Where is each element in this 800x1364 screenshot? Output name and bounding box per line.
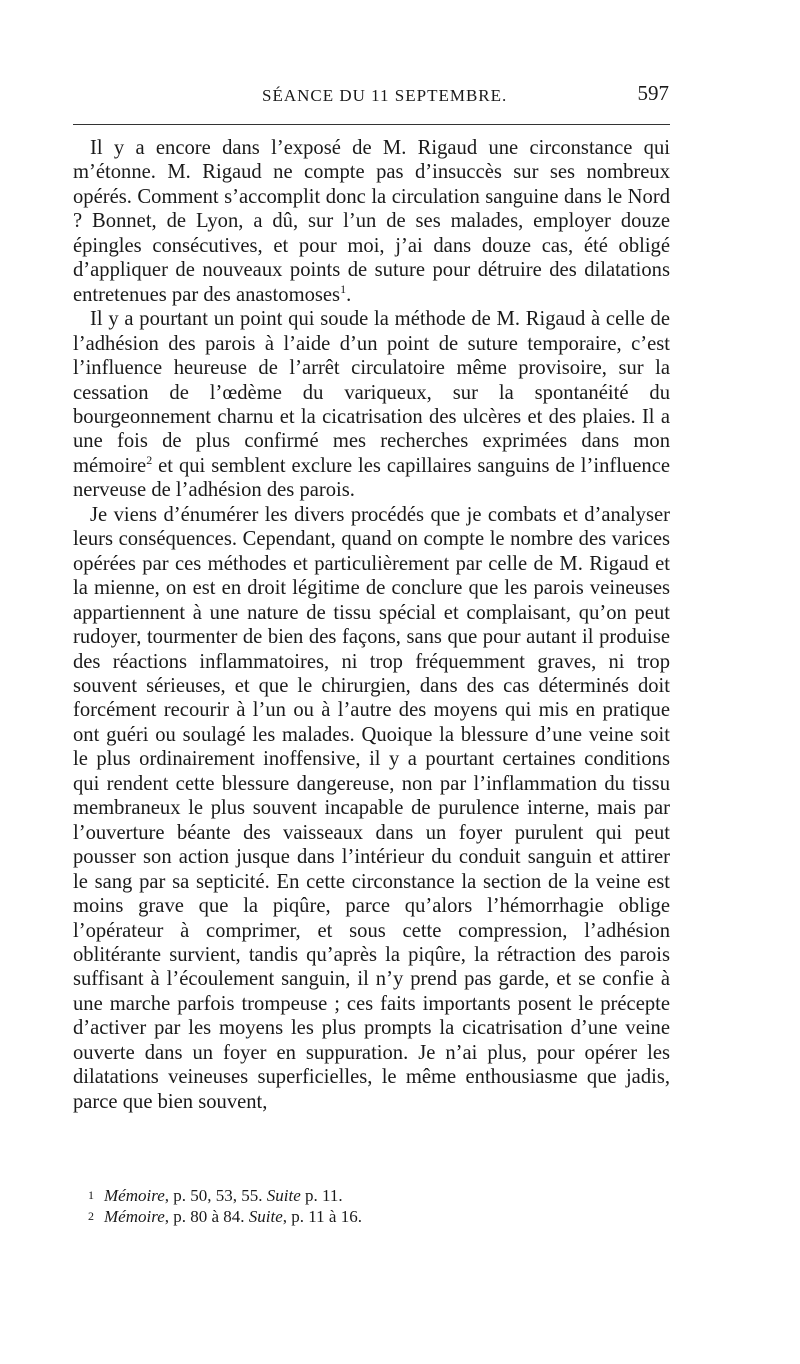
footnote-work: Mémoire: [104, 1186, 165, 1205]
page-number: 597: [637, 81, 669, 105]
paragraph-text: Il y a encore dans l’exposé de M. Rigaud une circonstance qui m’étonne. M. Rigaud ne compte pas d’insuccès sur ses nombreux opérés. Comment s’accomplit donc la circulation sanguine dans le Nord ? Bonnet, de Lyon, a dû, sur l’un de ses malades, employer douze épingles consécutives, et pour moi, j’ai dans douze cas, été obligé d’appliquer de nouveaux points de suture pour détruire des dilatations entretenues par des anastomoses: [73, 137, 670, 306]
footnote-work: Mémoire: [104, 1207, 165, 1226]
header-rule: [73, 124, 670, 125]
footnotes: [88, 1185, 648, 1227]
paragraph: [73, 503, 670, 1114]
paragraph-text: Il y a pourtant un point qui soude la méthode de M. Rigaud à celle de l’adhésion des parois à l’aide d’un point de suture temporaire, c’est l’influence heureuse de l’arrêt circulatoire même provisoire, sur la cessation de l’œdème du variqueux, sur la spontanéité du bourgeonnement charnu et la cicatrisation des ulcères et des plaies. Il a une fois de plus confirmé mes recherches exprimées dans mon mémoire: [73, 308, 670, 477]
footnote-suite-pages: , p. 11 à 16.: [282, 1207, 362, 1226]
footnote-suite: Suite: [248, 1207, 283, 1226]
footnote-mark: 1: [88, 1188, 94, 1202]
paragraph: [73, 136, 670, 307]
paragraph-tail: .: [346, 283, 352, 306]
paragraph: [73, 307, 670, 503]
footnote-suite: Suite: [266, 1186, 301, 1205]
footnote-mark: 2: [88, 1209, 94, 1223]
footnote-suite-pages: p. 11.: [300, 1186, 343, 1205]
footnote-pages: , p. 80 à 84.: [164, 1207, 249, 1226]
footnote-ref: 2: [146, 453, 153, 468]
footnote: [88, 1185, 648, 1206]
footnote: [88, 1206, 648, 1227]
running-head-title: SÉANCE DU 11 SEPTEMBRE.: [262, 86, 508, 105]
paragraph-tail: et qui semblent exclure les capillaires sanguins de l’influence nerveuse de l’adhésion des parois.: [73, 454, 670, 502]
paragraph-text: Je viens d’énumérer les divers procédés que je combats et d’analyser leurs conséquences. Cependant, quand on compte le nombre des varices opérées par ces méthodes et particulièrement par celle de M. Rigaud et la mienne, on est en droit légitime de conclure que les parois veineuses appartiennent à une nature de tissu spécial et complaisant, qu’on peut rudoyer, tourmenter de bien des façons, sans que pour autant il produise des réactions inflammatoires, ni trop fréquemment graves, ni trop souvent sérieuses, et que le chirurgien, dans des cas déterminés doit forcément recourir à l’un ou à l’autre des moyens qui mis en pratique ont guéri ou soulagé les malades. Quoique la blessure d’une veine soit le plus ordinairement inoffensive, il y a pourtant certaines conditions qui rendent cette blessure dangereuse, non par l’inflammation du tissu membraneux le plus souvent incapable de purulence interne, mais par l’ouverture béante des vaisseaux dans un foyer purulent qui peut pousser son action jusque dans l’intérieur du conduit sanguin et attirer le sang par sa septicité. En cette circonstance la section de la veine est moins grave que la piqûre, parce qu’alors l’hémorrhagie oblige l’opérateur à comprimer, et sous cette compression, l’adhésion oblitérante survient, tandis qu’après la piqûre, la rétraction des parois suffisant à l’écoulement sanguin, il n’y prend pas garde, et se confie à une marche parfois trompeuse ; ces faits importants posent le précepte d’activer par les moyens les plus prompts la cicatrisation d’une veine ouverte dans un foyer en suppuration. Je n’ai plus, pour opérer les dilatations veineuses superficielles, le même enthousiasme que jadis, parce que bien souvent,: [73, 503, 670, 1113]
footnote-pages: , p. 50, 53, 55.: [164, 1186, 267, 1205]
footnote-ref: 1: [340, 281, 347, 296]
body-text: [73, 136, 670, 1114]
